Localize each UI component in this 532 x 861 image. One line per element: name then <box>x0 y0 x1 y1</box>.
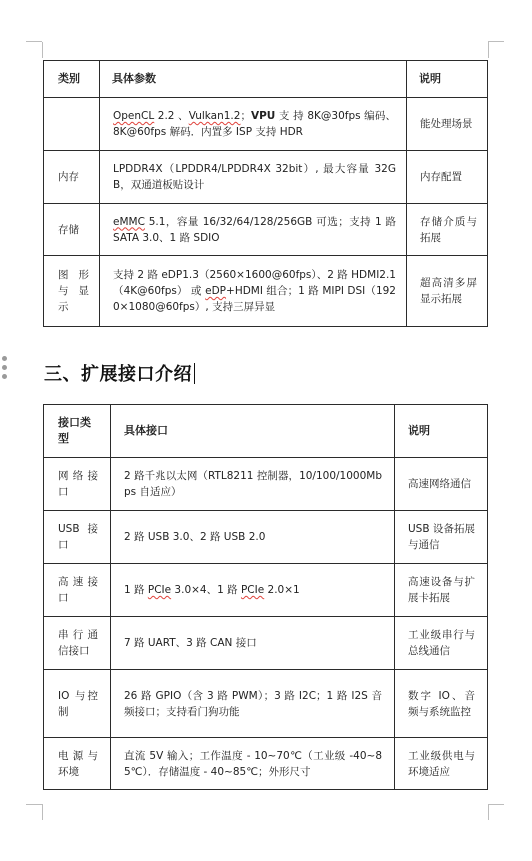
param-text: 1 路 <box>124 584 148 596</box>
column-header: 具体接口 <box>111 405 395 458</box>
table-row <box>44 256 488 327</box>
param-text: VPU <box>250 110 276 122</box>
row-category: 存储 <box>44 204 100 256</box>
param-text: OpenCL <box>113 110 155 122</box>
param-text: +HDMI 组合；1 路 MIPI DSI（1920×1080@60fps）, 支持三屏异显 <box>113 285 396 313</box>
row-note: 能处理场景 <box>407 98 488 151</box>
param-text: 支持 2 路 eDP1.3（2560×1600@60fps）、2 路 HDMI2.1（4K@60fps） 或 <box>113 269 396 297</box>
row-param: 2 路千兆以太网（RTL8211 控制器，10/100/1000Mbps 自适应） <box>111 458 395 511</box>
row-note: 存储介质与拓展 <box>407 204 488 256</box>
param-text: PCIe <box>240 584 265 596</box>
row-note: 高速设备与扩展卡拓展 <box>395 564 488 617</box>
row-note: 超高清多屏显示拓展 <box>407 256 488 327</box>
column-header: 具体参数 <box>100 61 407 98</box>
crop-mark <box>42 42 43 58</box>
row-note: 高速网络通信 <box>395 458 488 511</box>
param-text: Vulkan1.2 <box>188 110 241 122</box>
row-category <box>44 98 100 151</box>
param-text: 支 持 8K@30fps 编码、8K@60fps 解码．内置多 ISP 支持 HDR <box>113 110 397 138</box>
table-row <box>44 511 488 564</box>
row-note: 工业级串行与总线通信 <box>395 617 488 670</box>
column-header: 说明 <box>395 405 488 458</box>
column-header: 类别 <box>44 61 100 98</box>
table-row <box>44 617 488 670</box>
row-param: 7 路 UART、3 路 CAN 接口 <box>111 617 395 670</box>
row-param <box>100 98 407 151</box>
row-note: 工业级供电与环境适应 <box>395 738 488 790</box>
param-text: 2.0×1 <box>264 584 300 596</box>
row-param: 2 路 USB 3.0、2 路 USB 2.0 <box>111 511 395 564</box>
crop-mark <box>488 41 504 42</box>
param-text: ； <box>240 110 251 122</box>
param-text: 2.2 、 <box>154 110 189 122</box>
row-category: IO 与控制 <box>44 670 111 738</box>
row-param: 直流 5V 输入；工作温度 - 10~70℃（工业级 -40~85℃）．存储温度 - 40~85℃；外形尺寸 <box>111 738 395 790</box>
row-category: 图形与显示 <box>44 256 100 327</box>
table-row <box>44 204 488 256</box>
param-text: PCIe <box>147 584 172 596</box>
table-row <box>44 151 488 204</box>
row-note: 内存配置 <box>407 151 488 204</box>
row-category: 电源与环境 <box>44 738 111 790</box>
table-header-row <box>44 405 488 458</box>
row-category: 网络接口 <box>44 458 111 511</box>
column-header: 说明 <box>407 61 488 98</box>
crop-mark <box>488 804 504 805</box>
drag-handle-icon[interactable] <box>2 356 10 383</box>
row-category: 串行通信接口 <box>44 617 111 670</box>
table-row <box>44 98 488 151</box>
table-header-row <box>44 61 488 98</box>
param-text: 5.1，容量 16/32/64/128/256GB 可选；支持 1 路 SATA 3.0、1 路 SDIO <box>113 215 396 244</box>
crop-mark <box>26 804 42 805</box>
row-param <box>111 564 395 617</box>
row-param: LPDDR4X（LPDDR4/LPDDR4X 32bit）, 最大容量 32GB，双通道板贴设计 <box>100 151 407 204</box>
crop-mark <box>26 41 42 42</box>
row-note: 数字 IO、音频与系统监控 <box>395 670 488 738</box>
param-text: eMMC <box>113 215 145 228</box>
table-row <box>44 564 488 617</box>
section-heading-text: 三、扩展接口介绍 <box>44 364 192 385</box>
row-note: USB 设备拓展与通信 <box>395 511 488 564</box>
crop-mark <box>488 804 489 820</box>
row-category: 高速接口 <box>44 564 111 617</box>
spec-table <box>43 60 488 327</box>
crop-mark <box>488 42 489 58</box>
crop-mark <box>42 804 43 820</box>
row-param: 26 路 GPIO（含 3 路 PWM）；3 路 I2C；1 路 I2S 音频接口；支持看门狗功能 <box>111 670 395 738</box>
interface-table <box>43 404 488 790</box>
column-header: 接口类型 <box>44 405 111 458</box>
row-category: 内存 <box>44 151 100 204</box>
table-row <box>44 738 488 790</box>
table-row <box>44 458 488 511</box>
row-param <box>100 256 407 327</box>
table-row <box>44 670 488 738</box>
param-text: 3.0×4、1 路 <box>171 584 241 596</box>
section-heading[interactable] <box>44 360 195 386</box>
param-text: eDP <box>205 285 227 297</box>
text-cursor <box>194 363 195 384</box>
row-category: USB 接口 <box>44 511 111 564</box>
row-param <box>100 204 407 256</box>
